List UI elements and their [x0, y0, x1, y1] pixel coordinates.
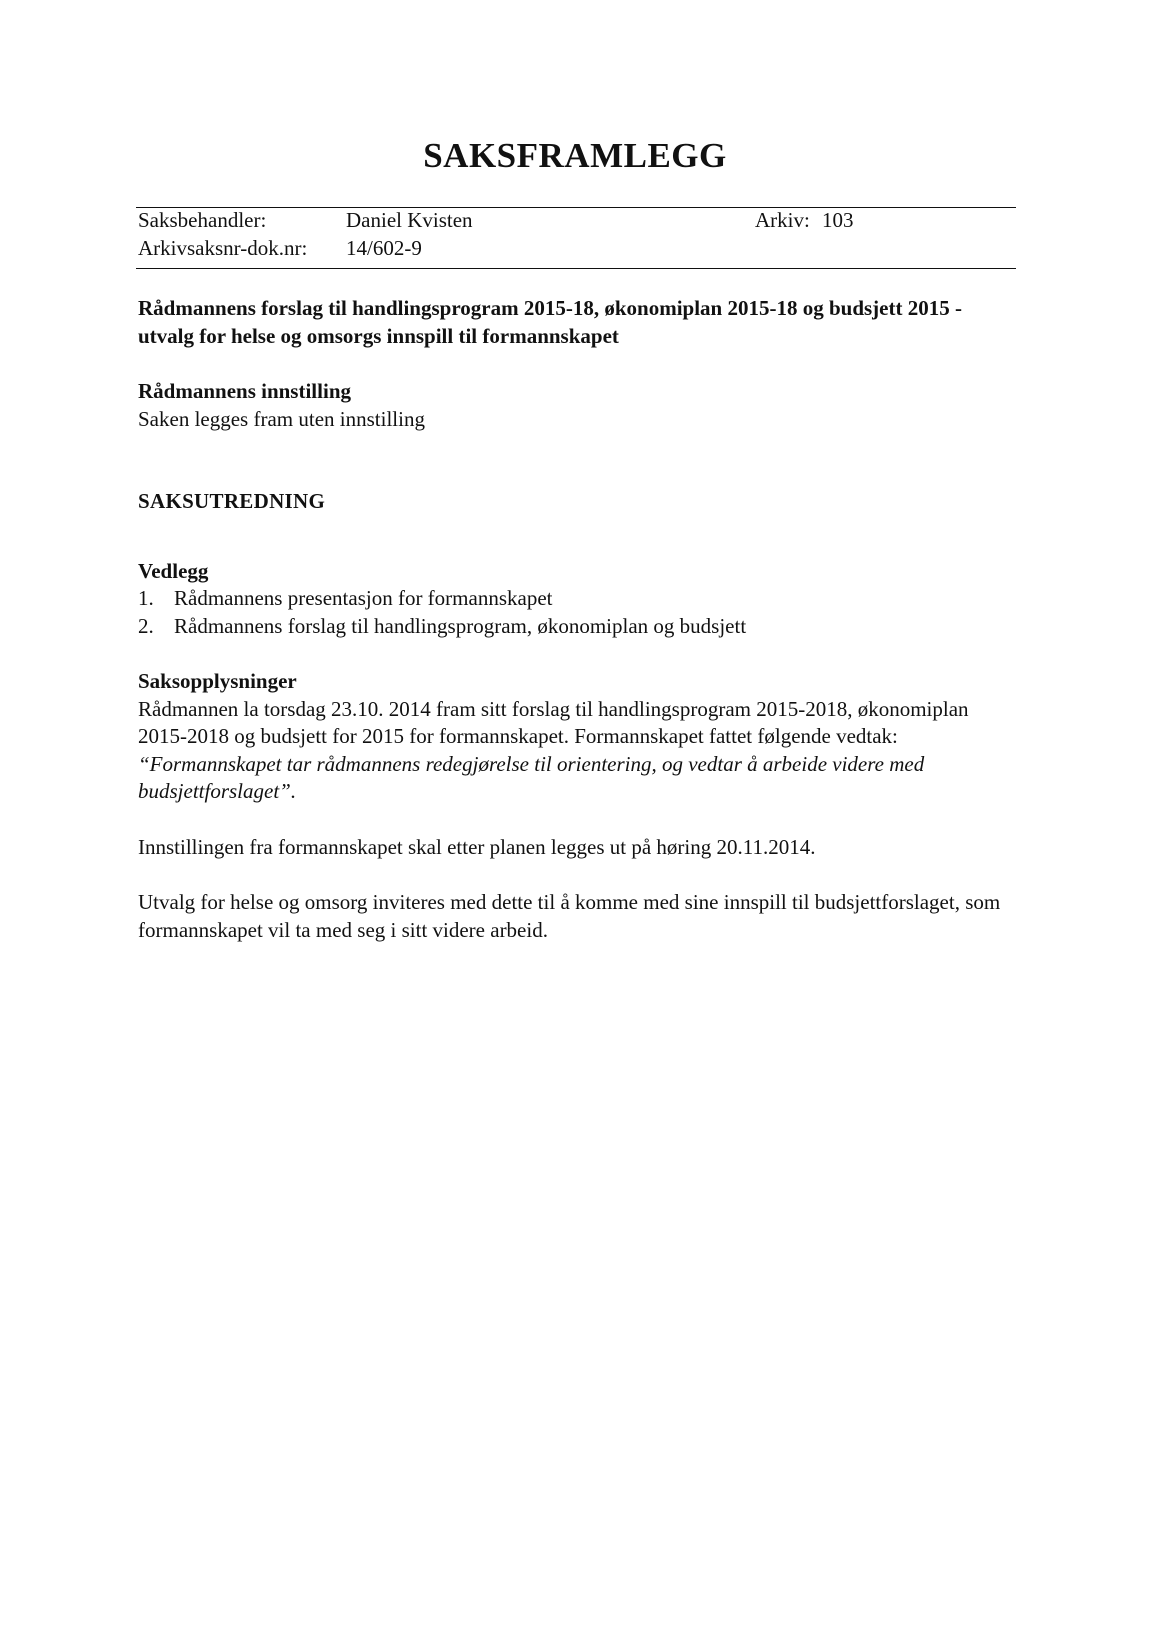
invitation-paragraph: Utvalg for helse og omsorg inviteres med dette til å komme med sine innspill til budsjettforslaget, som formannskapet vil ta med seg i sitt videre arbeid. [138, 890, 1001, 942]
recommendation-text: Saken legges fram uten innstilling [138, 406, 425, 431]
document-title: SAKSFRAMLEGG [423, 136, 727, 175]
investigation-heading: SAKSUTREDNING [138, 489, 326, 513]
case-number-value: 14/602-9 [346, 236, 422, 260]
header-rule-top [136, 207, 1016, 208]
case-information-heading: Saksopplysninger [138, 669, 297, 693]
spacer [138, 861, 1018, 889]
list-item-number: 2. [138, 613, 154, 638]
list-item [138, 613, 1018, 641]
spacer [138, 516, 1018, 558]
hearing-paragraph: Innstillingen fra formannskapet skal etter planen legges ut på høring 20.11.2014. [138, 834, 816, 859]
list-item-text: Rådmannens forslag til handlingsprogram, økonomiplan og budsjett [174, 613, 747, 638]
list-item [138, 585, 1018, 613]
handler-label: Saksbehandler: [138, 208, 267, 232]
spacer [138, 350, 1018, 378]
archive-label: Arkiv: [755, 208, 810, 232]
decision-quote: “Formannskapet tar rådmannens redegjørelse til orientering, og vedtar å arbeide videre med budsjettforslaget”. [138, 751, 925, 803]
case-information-paragraph: Rådmannen la torsdag 23.10. 2014 fram sitt forslag til handlingsprogram 2015-2018, økonomiplan 2015-2018 og budsjett for 2015 for formannskapet. Formannskapet fattet følgende vedtak: [138, 696, 969, 748]
attachments-list [138, 585, 1018, 640]
header-rule-bottom [136, 268, 1016, 269]
case-number-label: Arkivsaksnr-dok.nr: [138, 236, 308, 260]
spacer [138, 806, 1018, 834]
spacer [138, 640, 1018, 668]
handler-value: Daniel Kvisten [346, 208, 473, 232]
list-item-number: 1. [138, 586, 154, 610]
spacer [138, 433, 1018, 488]
list-item-text: Rådmannens presentasjon for formannskapet [174, 586, 553, 610]
recommendation-heading: Rådmannens innstilling [138, 379, 351, 403]
document-body [138, 294, 1018, 944]
case-title: Rådmannens forslag til handlingsprogram 2015-18, økonomiplan 2015-18 og budsjett 2015 - utvalg for helse og omsorgs innspill til formannskapet [138, 296, 962, 348]
archive-value: 103 [822, 208, 854, 232]
attachments-heading: Vedlegg [138, 558, 209, 583]
